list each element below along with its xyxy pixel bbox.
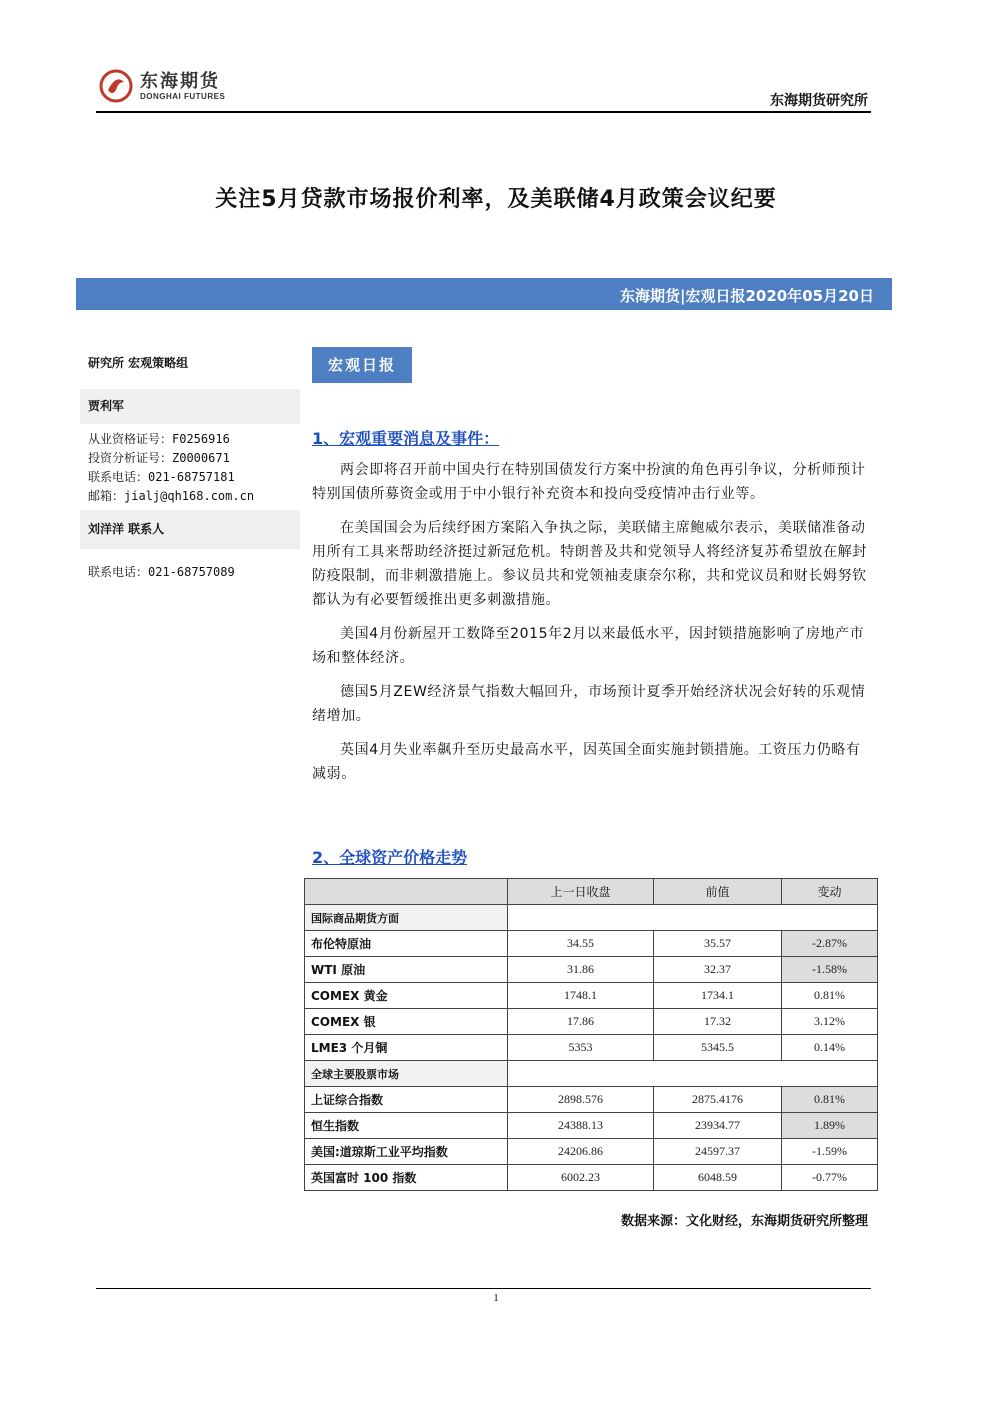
change-value: -0.77%	[782, 1165, 878, 1191]
asset-label: COMEX 银	[305, 1009, 508, 1035]
table-row	[305, 931, 878, 957]
news-paragraph: 美国4月份新屋开工数降至2015年2月以来最低水平，因封锁措施影响了房地产市场和整体经济。	[312, 626, 865, 666]
news-paragraph: 两会即将召开前中国央行在特别国债发行方案中扮演的角色再引争议，分析师预计特别国债所募资金或用于中小银行补充资本和投向受疫情冲击行业等。	[312, 462, 866, 502]
asset-label: 恒生指数	[305, 1113, 508, 1139]
asset-label: COMEX 黄金	[305, 983, 508, 1009]
prev-value: 32.37	[654, 957, 782, 983]
news-paragraph: 英国4月失业率飙升至历史最高水平，因英国全面实施封锁措施。工资压力仍略有减弱。	[312, 742, 861, 782]
close-value: 34.55	[508, 931, 654, 957]
change-value: 0.14%	[782, 1035, 878, 1061]
change-value: -1.59%	[782, 1139, 878, 1165]
close-value: 24206.86	[508, 1139, 654, 1165]
change-value: 3.12%	[782, 1009, 878, 1035]
company-logo	[98, 68, 225, 104]
page-number: 1	[493, 1292, 499, 1304]
change-value: -2.87%	[782, 931, 878, 957]
report-banner	[76, 278, 892, 310]
author-license: 从业资格证号：F0256916	[88, 432, 230, 446]
close-value: 17.86	[508, 1009, 654, 1035]
footer-divider	[96, 1288, 871, 1289]
group-label: 国际商品期货方面	[305, 905, 508, 931]
table-row	[305, 1165, 878, 1191]
report-title: 关注5月贷款市场报价利率，及美联储4月政策会议纪要	[215, 187, 777, 212]
banner-text: 东海期货|宏观日报2020年05月20日	[620, 287, 874, 305]
column-header-prev: 前值	[654, 879, 782, 905]
news-paragraphs	[312, 458, 868, 796]
change-value: 1.89%	[782, 1113, 878, 1139]
table-header-blank	[305, 879, 508, 905]
asset-label: WTI 原油	[305, 957, 508, 983]
prev-value: 35.57	[654, 931, 782, 957]
news-paragraph: 在美国国会为后续纾困方案陷入争执之际，美联储主席鲍威尔表示，美联储准备动用所有工具来帮助经济挺过新冠危机。特朗普及共和党领导人将经济复苏希望放在解封防疫限制，而非刺激措施上。参议员共和党领袖麦康奈尔称，共和党议员和财长姆努钦都认为有必要暂缓推出更多刺激措施。	[312, 520, 867, 608]
report-type-tag: 宏观日报	[312, 347, 412, 383]
author-name: 贾利军	[80, 389, 300, 424]
asset-label: 英国富时 100 指数	[305, 1165, 508, 1191]
asset-label: LME3 个月铜	[305, 1035, 508, 1061]
author-sidebar	[80, 350, 300, 582]
table-row	[305, 1035, 878, 1061]
author-analyst-license: 投资分析证号：Z0000671	[88, 451, 230, 465]
prev-value: 6048.59	[654, 1165, 782, 1191]
prev-value: 1734.1	[654, 983, 782, 1009]
change-value: 0.81%	[782, 983, 878, 1009]
section2-heading: 2、全球资产价格走势	[312, 848, 468, 867]
author-email: 邮箱：jialj@qh168.com.cn	[88, 489, 255, 503]
close-value: 1748.1	[508, 983, 654, 1009]
table-header-row	[305, 879, 878, 905]
table-row	[305, 957, 878, 983]
close-value: 31.86	[508, 957, 654, 983]
prev-value: 2875.4176	[654, 1087, 782, 1113]
contact-phone: 联系电话：021-68757089	[88, 565, 235, 579]
close-value: 5353	[508, 1035, 654, 1061]
research-group: 研究所 宏观策略组	[88, 356, 189, 370]
prev-value: 23934.77	[654, 1113, 782, 1139]
change-value: 0.81%	[782, 1087, 878, 1113]
news-paragraph: 德国5月ZEW经济景气指数大幅回升，市场预计夏季开始经济状况会好转的乐观情绪增加。	[312, 684, 866, 724]
close-value: 24388.13	[508, 1113, 654, 1139]
prev-value: 24597.37	[654, 1139, 782, 1165]
prev-value: 5345.5	[654, 1035, 782, 1061]
table-row	[305, 1087, 878, 1113]
close-value: 2898.576	[508, 1087, 654, 1113]
group-row	[305, 905, 878, 931]
column-header-change: 变动	[782, 879, 878, 905]
header-divider	[96, 111, 871, 113]
contact-name: 刘洋洋 联系人	[80, 510, 300, 549]
asset-label: 上证综合指数	[305, 1087, 508, 1113]
asset-label: 美国:道琼斯工业平均指数	[305, 1139, 508, 1165]
asset-price-table	[304, 878, 878, 1191]
change-value: -1.58%	[782, 957, 878, 983]
table-row	[305, 1113, 878, 1139]
column-header-close: 上一日收盘	[508, 879, 654, 905]
close-value: 6002.23	[508, 1165, 654, 1191]
logo-chinese-name: 东海期货	[140, 70, 220, 92]
table-row	[305, 983, 878, 1009]
data-source-note: 数据来源：文化财经，东海期货研究所整理	[620, 1214, 868, 1229]
author-phone: 联系电话：021-68757181	[88, 470, 235, 484]
group-label: 全球主要股票市场	[305, 1061, 508, 1087]
logo-english-name: DONGHAI FUTURES	[140, 91, 226, 101]
table-row	[305, 1009, 878, 1035]
institute-name: 东海期货研究所	[770, 93, 868, 109]
asset-label: 布伦特原油	[305, 931, 508, 957]
section1-heading: 1、宏观重要消息及事件：	[312, 429, 500, 448]
prev-value: 17.32	[654, 1009, 782, 1035]
dragon-logo-icon	[98, 68, 134, 104]
table-row	[305, 1139, 878, 1165]
group-row	[305, 1061, 878, 1087]
